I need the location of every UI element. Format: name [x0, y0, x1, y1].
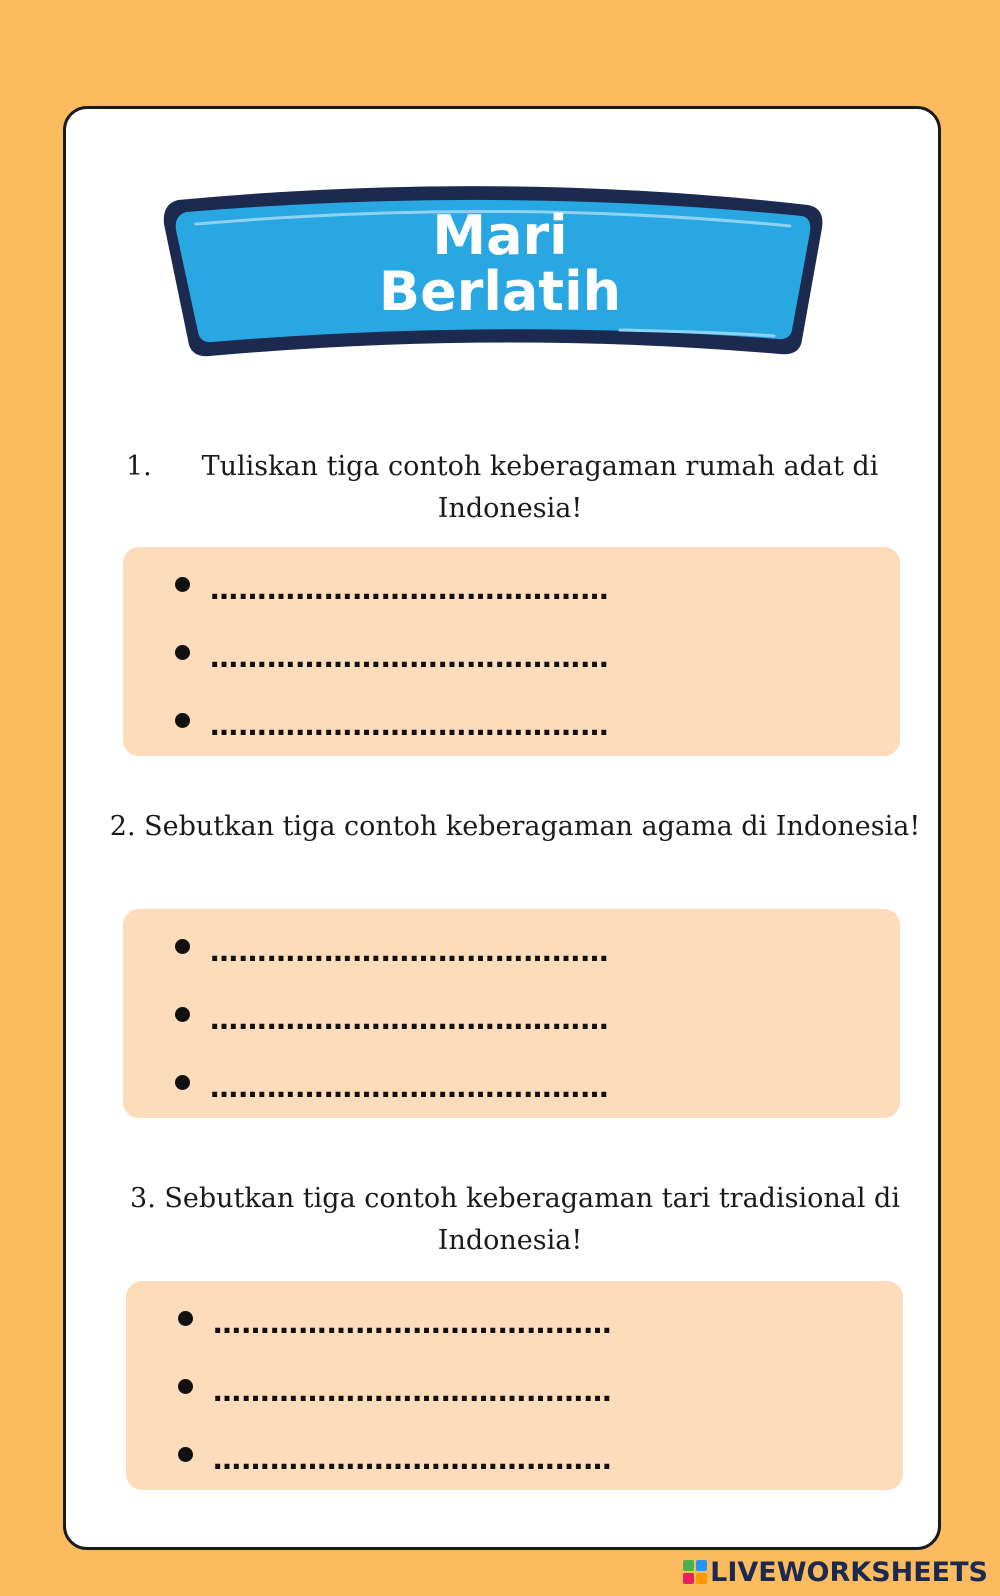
- bullet-icon: [178, 1311, 193, 1326]
- answer-dots: ……………………………………: [213, 1374, 612, 1408]
- answer-dots: ……………………………………: [210, 640, 609, 674]
- bullet-icon: [175, 713, 190, 728]
- bullet-icon: [175, 577, 190, 592]
- bullet-icon: [175, 939, 190, 954]
- question-3-text-line1: 3. Sebutkan tiga contoh keberagaman tari tradisional di: [130, 1183, 900, 1214]
- question-2-text: 2. Sebutkan tiga contoh keberagaman agama di Indonesia!: [109, 811, 921, 842]
- answer-line[interactable]: [175, 637, 609, 677]
- banner-title-line1: Mari: [432, 204, 568, 267]
- answer-dots: ……………………………………: [213, 1306, 612, 1340]
- question-1-text-line1: Tuliskan tiga contoh keberagaman rumah adat di: [201, 451, 879, 482]
- answer-box-1: [123, 547, 900, 756]
- answer-line[interactable]: [178, 1303, 612, 1343]
- answer-line[interactable]: [175, 931, 609, 971]
- logo-text: LIVEWORKSHEETS: [710, 1556, 988, 1588]
- answer-dots: ……………………………………: [213, 1442, 612, 1476]
- question-1-text-line2: Indonesia!: [437, 493, 583, 524]
- answer-dots: ……………………………………: [210, 572, 609, 606]
- liveworksheets-logo[interactable]: [683, 1552, 988, 1592]
- answer-dots: ……………………………………: [210, 708, 609, 742]
- answer-line[interactable]: [175, 999, 609, 1039]
- answer-line[interactable]: [178, 1371, 612, 1411]
- title-banner: [160, 180, 840, 365]
- bullet-icon: [175, 1075, 190, 1090]
- question-3-text-line2: Indonesia!: [437, 1225, 583, 1256]
- answer-dots: ……………………………………: [210, 934, 609, 968]
- liveworksheets-logo-icon: [683, 1560, 707, 1584]
- answer-line[interactable]: [175, 1067, 609, 1107]
- answer-line[interactable]: [175, 705, 609, 745]
- answer-dots: ……………………………………: [210, 1002, 609, 1036]
- bullet-icon: [175, 645, 190, 660]
- answer-box-3: [126, 1281, 903, 1490]
- answer-line[interactable]: [178, 1439, 612, 1479]
- question-1-number: 1.: [126, 451, 152, 482]
- answer-dots: ……………………………………: [210, 1070, 609, 1104]
- banner-title-line2: Berlatih: [378, 260, 622, 323]
- bullet-icon: [178, 1379, 193, 1394]
- answer-box-2: [123, 909, 900, 1118]
- bullet-icon: [178, 1447, 193, 1462]
- answer-line[interactable]: [175, 569, 609, 609]
- bullet-icon: [175, 1007, 190, 1022]
